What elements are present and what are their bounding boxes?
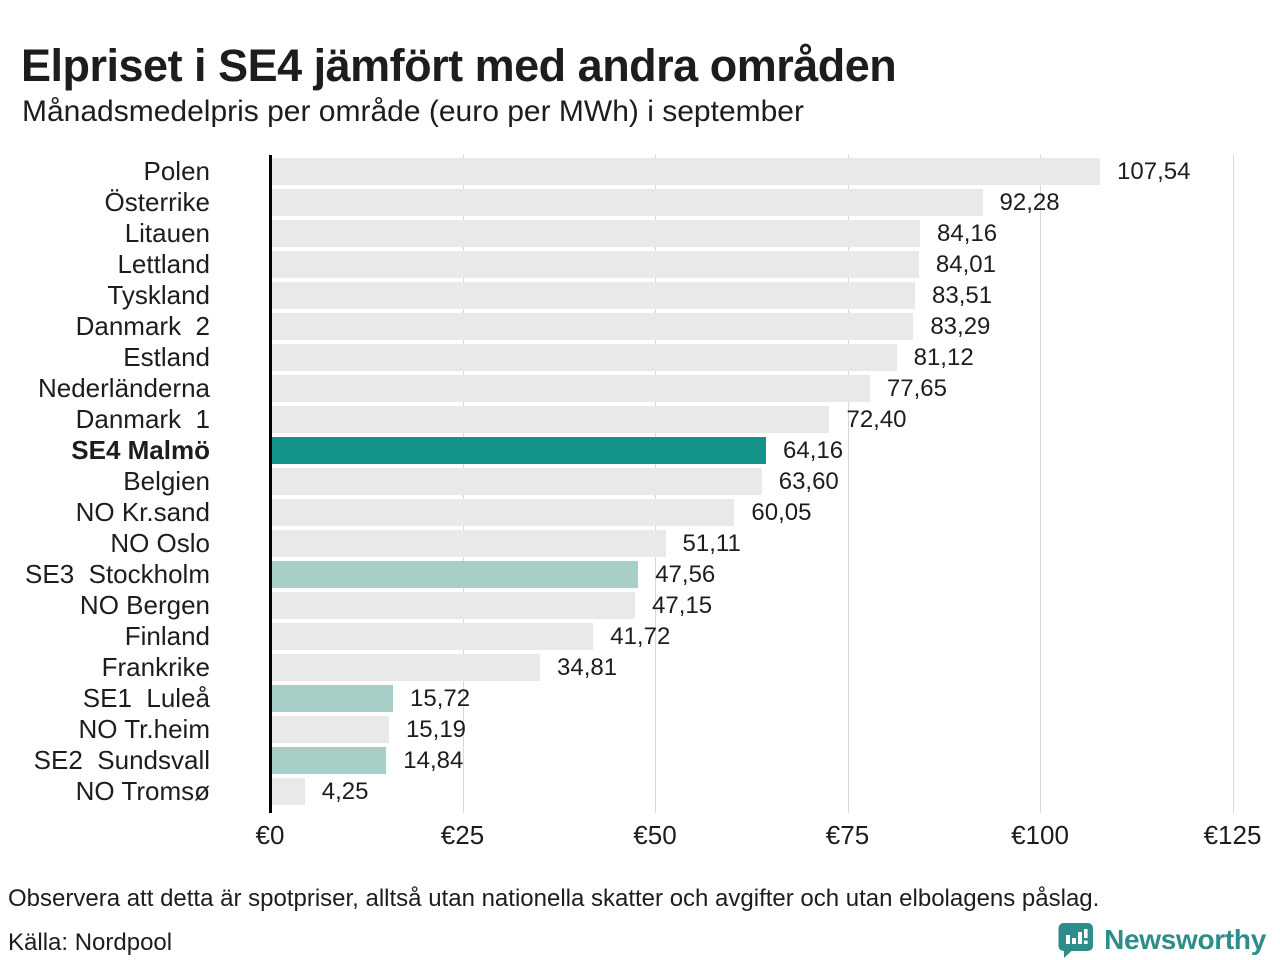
value-label: 92,28 [999,189,1060,216]
value-label: 72,40 [846,406,907,433]
bar [272,747,386,774]
x-axis [0,820,1280,856]
value-label: 51,11 [682,530,741,557]
bar [272,561,638,588]
bar [272,716,389,743]
category-label: NO Kr.sand [75,497,210,527]
chart-subtitle: Månadsmedelpris per område (euro per MWh) i september [22,95,804,128]
x-tick-label: €100 [1011,820,1069,850]
category-label: Österrike [104,187,210,217]
bar-chart-speech-bubble-icon [1058,921,1095,958]
bar [272,654,540,681]
value-label: 15,72 [410,685,471,712]
bar [272,344,897,371]
category-label: Frankrike [101,652,210,682]
category-label: SE4 Malmö [71,435,210,465]
footnote: Observera att detta är spotpriser, alltså utan nationella skatter och avgifter och utan elbolagens påslag. [8,885,1100,912]
bar [272,313,913,340]
value-label: 83,29 [930,313,991,340]
brand-logo [1058,921,1266,958]
value-label: 41,72 [610,623,671,650]
x-tick-label: €50 [633,820,677,850]
category-label: Lettland [117,249,210,279]
x-tick-label: €25 [440,820,485,850]
bar [272,778,305,805]
value-label: 34,81 [557,654,618,681]
bar [272,437,766,464]
category-label: Litauen [124,218,210,248]
source-caption: Källa: Nordpool [8,929,173,956]
category-label: Nederländerna [37,373,210,403]
category-label: NO Tromsø [75,776,210,806]
bar [272,375,870,402]
value-label: 77,65 [886,375,947,402]
x-tick-label: €125 [1203,820,1262,850]
value-label: 84,01 [935,251,996,278]
value-label: 4,25 [321,778,369,805]
x-tick-label: €75 [825,820,870,850]
value-label: 47,15 [652,592,713,619]
bar [272,623,593,650]
category-label: Danmark 1 [75,404,210,434]
category-label: Finland [124,621,210,651]
value-label: 107,54 [1117,158,1191,185]
bar [272,592,635,619]
value-label: 47,56 [655,561,716,588]
value-label: 63,60 [778,468,839,495]
category-label: SE3 Stockholm [25,559,210,589]
bar [272,468,762,495]
category-label: Tyskland [107,280,210,310]
value-label: 14,84 [403,747,464,774]
category-label: NO Bergen [79,590,210,620]
value-label: 83,51 [932,282,993,309]
bar [272,499,734,526]
value-label: 64,16 [783,437,844,464]
bar [272,158,1100,185]
category-label: NO Tr.heim [78,714,210,744]
page-title: Elpriset i SE4 jämfört med andra områden [21,40,897,92]
bar [272,251,919,278]
category-label: Belgien [123,466,210,496]
bar-chart-plot-area [0,155,1280,813]
bar [272,220,920,247]
category-label: Polen [143,156,210,186]
value-label: 81,12 [913,344,974,371]
value-label: 84,16 [937,220,998,247]
brand-name: Newsworthy [1104,923,1266,955]
bar [272,189,983,216]
category-label: NO Oslo [110,528,210,558]
category-label: SE1 Luleå [82,683,210,713]
category-label: SE2 Sundsvall [33,745,210,775]
gridline-125 [1233,155,1234,813]
bar [272,282,915,309]
bar [272,530,666,557]
value-label: 60,05 [751,499,812,526]
x-tick-label: €0 [255,820,285,850]
category-label: Danmark 2 [75,311,210,341]
value-label: 15,19 [405,716,467,743]
bar [272,406,829,433]
category-label: Estland [123,342,210,372]
bar [272,685,393,712]
gridline-100 [1040,155,1041,813]
